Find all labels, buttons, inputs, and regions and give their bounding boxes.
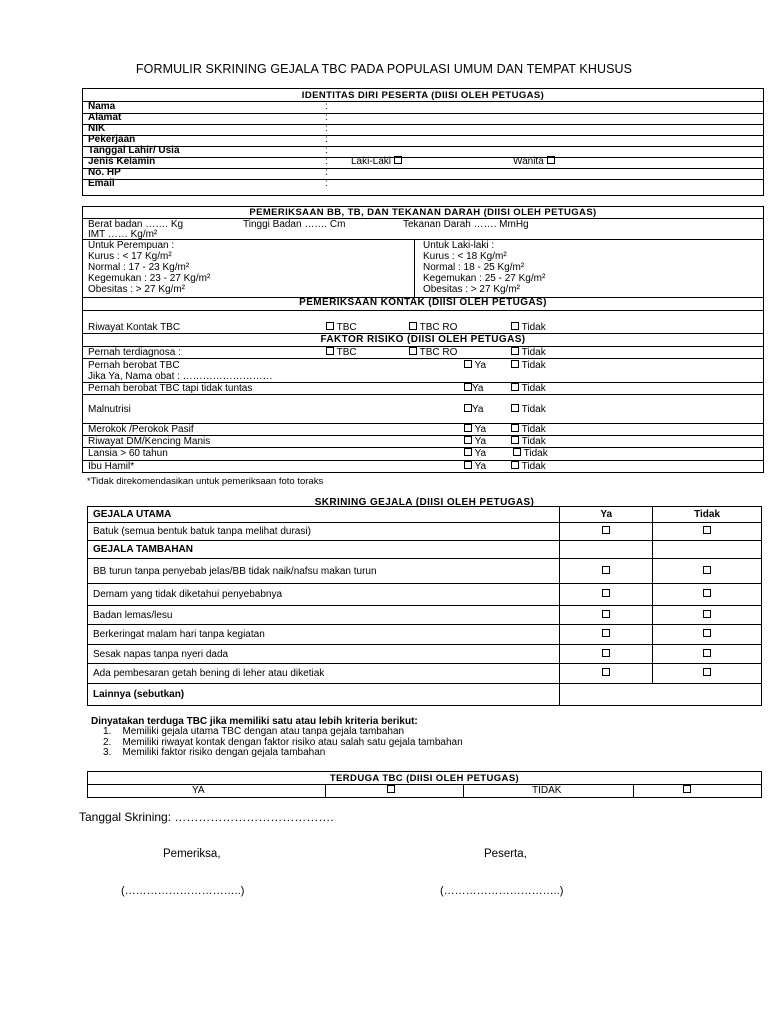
field-label-pekerjaan: Pekerjaan	[88, 134, 136, 145]
checkbox-icon	[511, 347, 519, 355]
checkbox-icon	[511, 424, 519, 432]
checkbox-icon	[387, 785, 395, 793]
table-row: Badan lemas/lesu	[88, 606, 762, 625]
skrining-header: SKRINING GEJALA (DIISI OLEH PETUGAS)	[314, 497, 535, 508]
kriteria-intro: Dinyatakan terduga TBC jika memiliki satu atau lebih kriteria berikut:	[91, 716, 418, 727]
skrining-table	[87, 506, 762, 706]
checkbox-icon	[602, 629, 610, 637]
risk-row-ya[interactable]: Ya	[464, 436, 486, 447]
risk-row-ya[interactable]: Ya	[464, 383, 484, 394]
risk-row-ya[interactable]: Ya	[464, 448, 486, 459]
table-row: Berkeringat malam hari tanpa kegiatan	[88, 625, 762, 645]
risk-row-label: Lansia > 60 tahun	[88, 448, 168, 459]
checkbox-tidak[interactable]	[653, 559, 762, 584]
field-label-nik: NIK	[88, 123, 106, 134]
risiko-header: FAKTOR RISIKO (DIISI OLEH PETUGAS)	[320, 334, 526, 345]
kontak-option-tbc[interactable]: TBC	[326, 322, 357, 333]
pemeriksa-signature-line[interactable]: (…………………………..)	[121, 885, 245, 897]
risk-row-tidak[interactable]: Tidak	[511, 436, 546, 447]
terduga-tidak-checkbox[interactable]	[683, 785, 691, 796]
footnote: *Tidak direkomendasikan untuk pemeriksaan foto toraks	[87, 476, 324, 487]
terduga-header: TERDUGA TBC (DIISI OLEH PETUGAS)	[329, 773, 520, 784]
checkbox-ya[interactable]	[560, 625, 653, 645]
imt-laki-laki: Untuk Laki-laki : Kurus : < 18 Kg/m² Normal : 18 - 25 Kg/m² Kegemukan : 25 - 27 Kg/m² Obesitas : > 27 Kg/m²	[423, 240, 546, 295]
field-label-nama: Nama	[88, 101, 116, 112]
checkbox-icon	[409, 322, 417, 330]
checkbox-ya[interactable]	[560, 559, 653, 584]
lainnya-field[interactable]	[560, 684, 762, 706]
col-ya: Ya	[560, 507, 653, 523]
terduga-ya-checkbox[interactable]	[387, 785, 395, 796]
checkbox-icon	[602, 668, 610, 676]
pernah-berobat-label: Pernah berobat TBC	[88, 360, 180, 371]
checkbox-ya[interactable]	[560, 664, 653, 684]
checkbox-icon	[602, 649, 610, 657]
field-label-alamat: Alamat	[88, 112, 122, 123]
checkbox-icon	[511, 404, 519, 412]
risk-row-label: Malnutrisi	[88, 404, 131, 415]
peserta-label: Peserta,	[484, 848, 527, 860]
gejala-tambahan-header: GEJALA TAMBAHAN	[88, 541, 560, 559]
option-laki-laki[interactable]: Laki-Laki	[351, 157, 402, 167]
risk-row-label: Riwayat DM/Kencing Manis	[88, 436, 211, 447]
pemeriksaan-table	[82, 206, 764, 473]
kontak-option-tidak[interactable]: Tidak	[511, 322, 546, 333]
diagnosa-option-tbc[interactable]: TBC	[326, 347, 357, 358]
checkbox-tidak[interactable]	[653, 664, 762, 684]
checkbox-ya[interactable]	[560, 606, 653, 625]
list-item: 2. Memiliki riwayat kontak dengan faktor risiko atau salah satu gejala tambahan	[103, 736, 463, 748]
table-row: BB turun tanpa penyebab jelas/BB tidak naik/nafsu makan turun	[88, 559, 762, 584]
checkbox-tidak[interactable]	[653, 625, 762, 645]
imt: IMT …… Kg/m²	[88, 229, 158, 240]
checkbox-icon	[703, 629, 711, 637]
page-title: FORMULIR SKRINING GEJALA TBC PADA POPULASI UMUM DAN TEMPAT KHUSUS	[135, 62, 633, 76]
checkbox-tidak[interactable]	[653, 645, 762, 664]
terduga-table	[87, 771, 762, 798]
checkbox-icon	[409, 347, 417, 355]
field-label-tanggal-lahir: Tanggal Lahir/ Usia	[88, 145, 180, 156]
option-wanita[interactable]: Wanita	[513, 157, 555, 167]
field-label-no-hp: No. HP	[88, 167, 121, 178]
checkbox-icon	[703, 566, 711, 574]
checkbox-icon	[683, 785, 691, 793]
table-row: Demam yang tidak diketahui penyebabnya	[88, 584, 762, 606]
checkbox-icon	[602, 589, 610, 597]
checkbox-icon	[326, 347, 334, 355]
checkbox-icon	[464, 360, 472, 368]
checkbox-tidak[interactable]	[653, 606, 762, 625]
checkbox-tidak[interactable]	[653, 584, 762, 606]
checkbox-icon	[511, 461, 519, 469]
berobat-ya[interactable]: Ya	[464, 360, 486, 371]
berobat-tidak[interactable]: Tidak	[511, 360, 546, 371]
kontak-option-tbc-ro[interactable]: TBC RO	[409, 322, 457, 333]
risk-row-tidak[interactable]: Tidak	[513, 448, 548, 459]
risk-row-ya[interactable]: Ya	[464, 461, 486, 472]
checkbox-icon	[703, 649, 711, 657]
checkbox-ya[interactable]	[560, 584, 653, 606]
checkbox-icon	[602, 526, 610, 534]
imt-perempuan: Untuk Perempuan : Kurus : < 17 Kg/m² Normal : 17 - 23 Kg/m² Kegemukan : 23 - 27 Kg/m² Obesitas : > 27 Kg/m²	[88, 240, 211, 295]
identitas-table: IDENTITAS DIRI PESERTA (DIISI OLEH PETUGAS) Nama : Alamat : NIK : Pekerjaan : Tanggal Lahir/ Usia : Jenis Kelamin : Laki-Laki Wanita No. HP : Email :	[82, 88, 764, 196]
risk-row-label: Pernah berobat TBC tapi tidak tuntas	[88, 383, 253, 394]
risk-row-label: Merokok /Perokok Pasif	[88, 424, 194, 435]
diagnosa-option-tidak[interactable]: Tidak	[511, 347, 546, 358]
table-row: Batuk (semua bentuk batuk tanpa melihat durasi)	[88, 523, 762, 541]
pemeriksa-label: Pemeriksa,	[163, 848, 221, 860]
risk-row-ya[interactable]: Ya	[464, 404, 484, 415]
field-label-email: Email	[88, 178, 115, 189]
checkbox-icon	[703, 589, 711, 597]
checkbox-ya[interactable]	[560, 645, 653, 664]
risk-row-tidak[interactable]: Tidak	[511, 461, 546, 472]
risk-row-label: Ibu Hamil*	[88, 461, 135, 472]
tekanan-darah: Tekanan Darah ……. MmHg	[403, 219, 529, 230]
table-row: Sesak napas tanpa nyeri dada	[88, 645, 762, 664]
diagnosa-option-tbc-ro[interactable]: TBC RO	[409, 347, 457, 358]
table-row: Ada pembesaran getah bening di leher atau diketiak	[88, 664, 762, 684]
checkbox-icon	[511, 360, 519, 368]
kontak-header: PEMERIKSAAN KONTAK (DIISI OLEH PETUGAS)	[299, 297, 547, 308]
tinggi-badan: Tinggi Badan ……. Cm	[243, 219, 346, 230]
checkbox-icon	[464, 424, 472, 432]
lainnya-label: Lainnya (sebutkan)	[88, 684, 560, 706]
checkbox-icon	[703, 610, 711, 618]
identitas-header: IDENTITAS DIRI PESERTA (DIISI OLEH PETUGAS)	[301, 90, 545, 101]
checkbox-icon	[511, 436, 519, 444]
kriteria-list	[103, 727, 463, 759]
list-item: 1. Memiliki gejala utama TBC dengan atau tanpa gejala tambahan	[103, 726, 405, 737]
list-item: 3. Memiliki faktor risiko dengan gejala tambahan	[103, 747, 326, 758]
risk-row-tidak[interactable]: Tidak	[511, 424, 546, 435]
checkbox-icon	[602, 610, 610, 618]
checkbox-icon	[511, 383, 519, 391]
jika-ya-nama-obat: Jika Ya, Nama obat : ………………………	[88, 371, 273, 382]
checkbox-icon	[464, 383, 472, 391]
checkbox-icon	[513, 448, 521, 456]
checkbox-icon	[464, 404, 472, 412]
terduga-ya-label: YA	[192, 785, 205, 796]
peserta-signature-line[interactable]: (…………………………..)	[440, 885, 564, 897]
checkbox-icon	[464, 448, 472, 456]
checkbox-icon	[703, 526, 711, 534]
col-tidak: Tidak	[653, 507, 762, 523]
checkbox-tidak[interactable]	[653, 523, 762, 541]
risk-row-tidak[interactable]: Tidak	[511, 383, 546, 394]
riwayat-kontak-label: Riwayat Kontak TBC	[88, 322, 181, 333]
checkbox-icon	[602, 566, 610, 574]
berat-badan: Berat badan ……. Kg	[88, 219, 184, 230]
pemeriksaan-header: PEMERIKSAAN BB, TB, DAN TEKANAN DARAH (DIISI OLEH PETUGAS)	[249, 207, 597, 218]
risk-row-ya[interactable]: Ya	[464, 424, 486, 435]
risk-row-tidak[interactable]: Tidak	[511, 404, 546, 415]
field-label-jenis-kelamin: Jenis Kelamin	[88, 156, 156, 167]
checkbox-icon	[326, 322, 334, 330]
checkbox-icon	[703, 668, 711, 676]
checkbox-icon	[464, 461, 472, 469]
terduga-tidak-label: TIDAK	[532, 785, 562, 796]
checkbox-ya[interactable]	[560, 523, 653, 541]
tanggal-skrining[interactable]: Tanggal Skrining: ………………………………….	[79, 810, 334, 824]
checkbox-icon	[511, 322, 519, 330]
checkbox-icon	[464, 436, 472, 444]
col-gejala-utama: GEJALA UTAMA	[88, 507, 560, 523]
pernah-terdiagnosa-label: Pernah terdiagnosa :	[88, 347, 181, 358]
